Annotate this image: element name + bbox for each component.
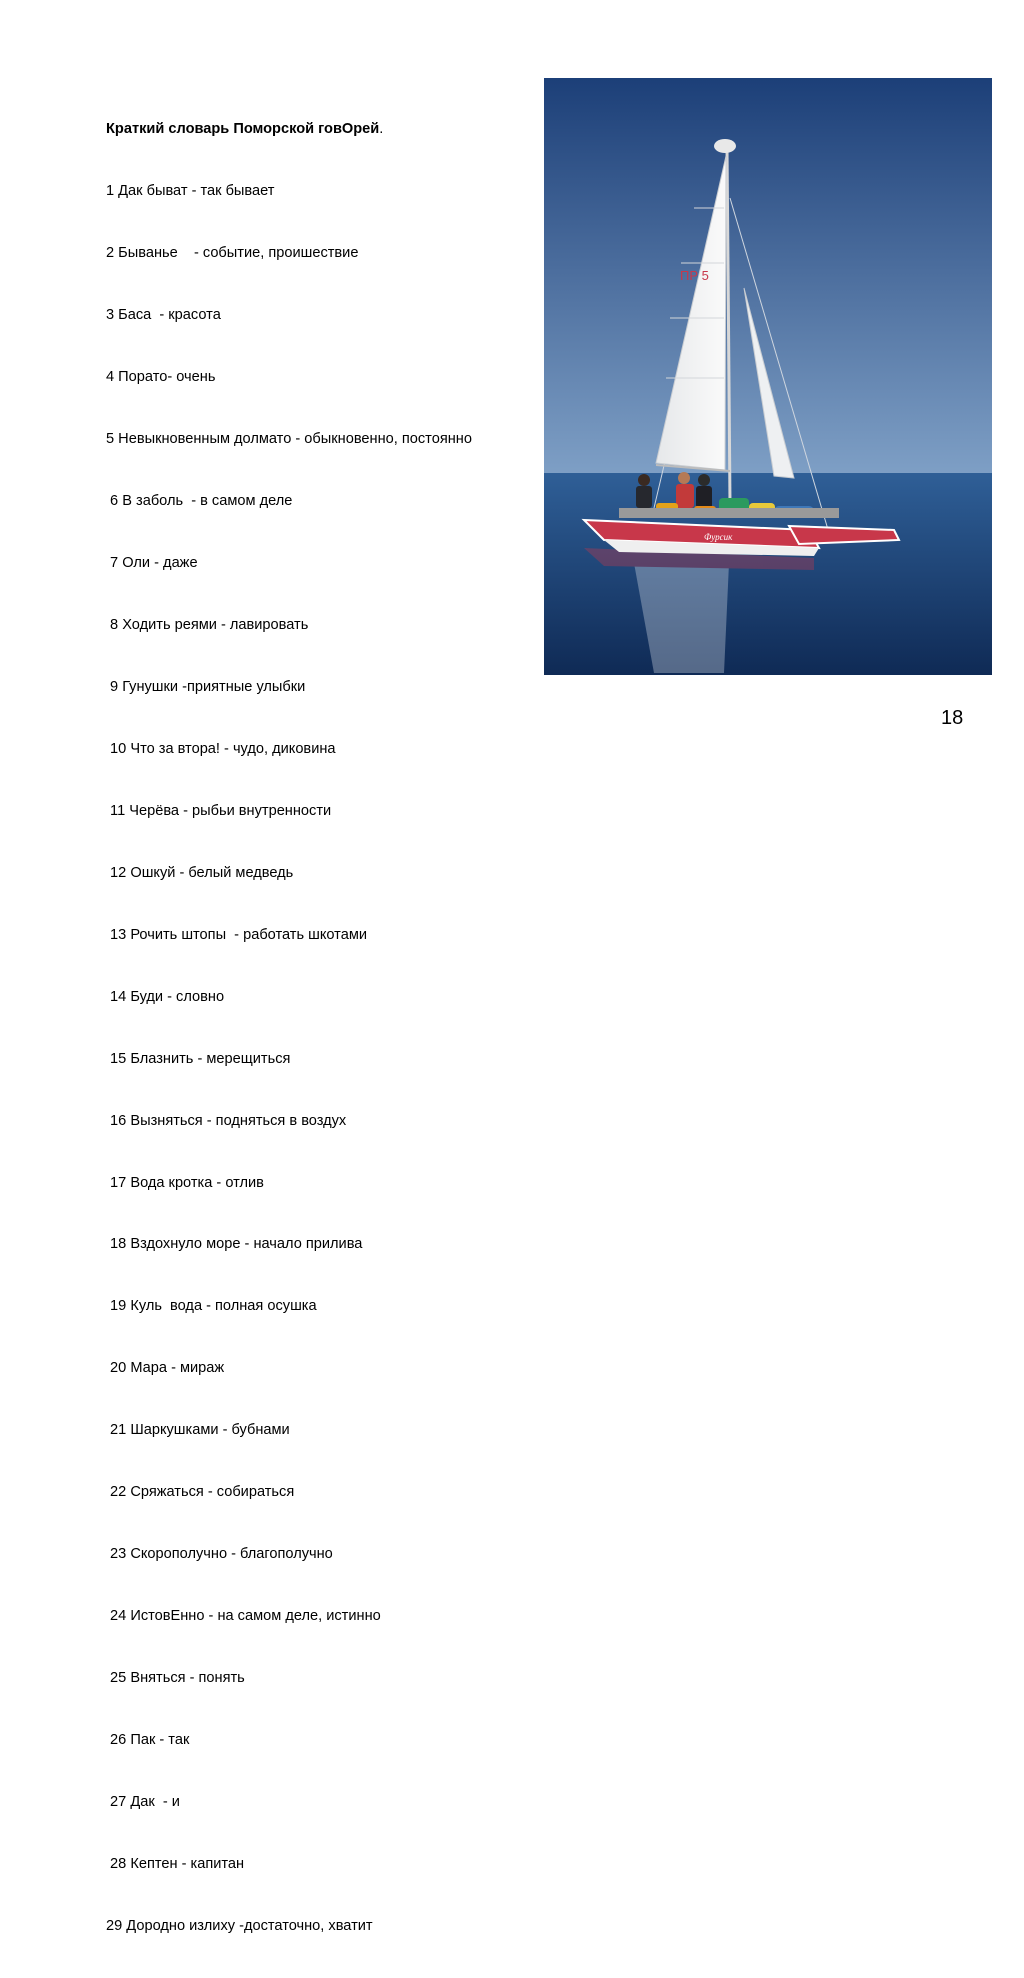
dictionary-entry: 27 Дак - и	[106, 1794, 180, 1811]
dictionary-entry: 19 Куль вода - полная осушка	[106, 1298, 317, 1315]
dictionary-entry: 20 Мара - мираж	[106, 1360, 225, 1377]
dictionary-text	[106, 78, 546, 1978]
dictionary-entry: 16 Вызняться - подняться в воздух	[106, 1112, 347, 1129]
dictionary-entry: 10 Что за втора! - чудо, диковина	[106, 740, 336, 757]
dictionary-entry: 22 Сряжаться - собираться	[106, 1484, 295, 1501]
dictionary-entry: 14 Буди - словно	[106, 988, 225, 1005]
page-number: 18	[941, 707, 964, 729]
dictionary-entry: 6 В заболь - в самом деле	[106, 493, 293, 510]
dictionary-entry: 25 Вняться - понять	[106, 1670, 245, 1687]
deck	[619, 508, 839, 518]
dictionary-title-tail: .	[379, 121, 384, 138]
dictionary-entry: 21 Шаркушками - бубнами	[106, 1422, 290, 1439]
dictionary-entry: 28 Кептен - капитан	[106, 1856, 245, 1872]
catamaran-illustration	[544, 78, 992, 675]
catamaran-photo	[544, 78, 992, 675]
dictionary-entry: 5 Невыкновенным долмато - обыкновенно, постоянно	[106, 431, 472, 448]
dictionary-entry: 3 Баса - красота	[106, 307, 221, 324]
mast-top-antenna	[714, 139, 736, 153]
sail-number: ПР 5	[680, 268, 709, 283]
dictionary-entry: 12 Ошкуй - белый медведь	[106, 864, 294, 881]
dictionary-entry: 2 Быванье - событие, проишествие	[106, 245, 359, 262]
dictionary-entry: 4 Порато- очень	[106, 369, 216, 386]
dictionary-title	[106, 119, 546, 140]
dictionary-entry: 8 Ходить реями - лавировать	[106, 616, 309, 633]
dictionary-entry: 29 Дородно излиху -достаточно, хватит	[106, 1917, 373, 1934]
dictionary-entry: 1 Дак быват - так бывает	[106, 183, 275, 200]
dictionary-entry: 13 Рочить штопы - работать шкотами	[106, 926, 368, 943]
dictionary-entry: 7 Оли - даже	[106, 554, 198, 571]
dictionary-entry: 17 Вода кротка - отлив	[106, 1174, 264, 1191]
hull-rear	[789, 526, 899, 544]
dictionary-entry: 18 Вздохнуло море - начало прилива	[106, 1236, 363, 1253]
dictionary-entry: 26 Пак - так	[106, 1732, 190, 1749]
dictionary-entry: 15 Блазнить - мерещиться	[106, 1050, 291, 1067]
dictionary-entry: 24 ИстовЕнно - на самом деле, истинно	[106, 1608, 381, 1625]
dictionary-title-bold: Краткий словарь Поморской говОрей	[106, 121, 380, 138]
dictionary-entry: 11 Черёва - рыбьи внутренности	[106, 802, 332, 819]
hull-name: Фурсик	[704, 532, 733, 542]
dictionary-entry: 23 Скорополучно - благополучно	[106, 1546, 333, 1563]
dictionary-entry: 9 Гунушки -приятные улыбки	[106, 678, 306, 695]
